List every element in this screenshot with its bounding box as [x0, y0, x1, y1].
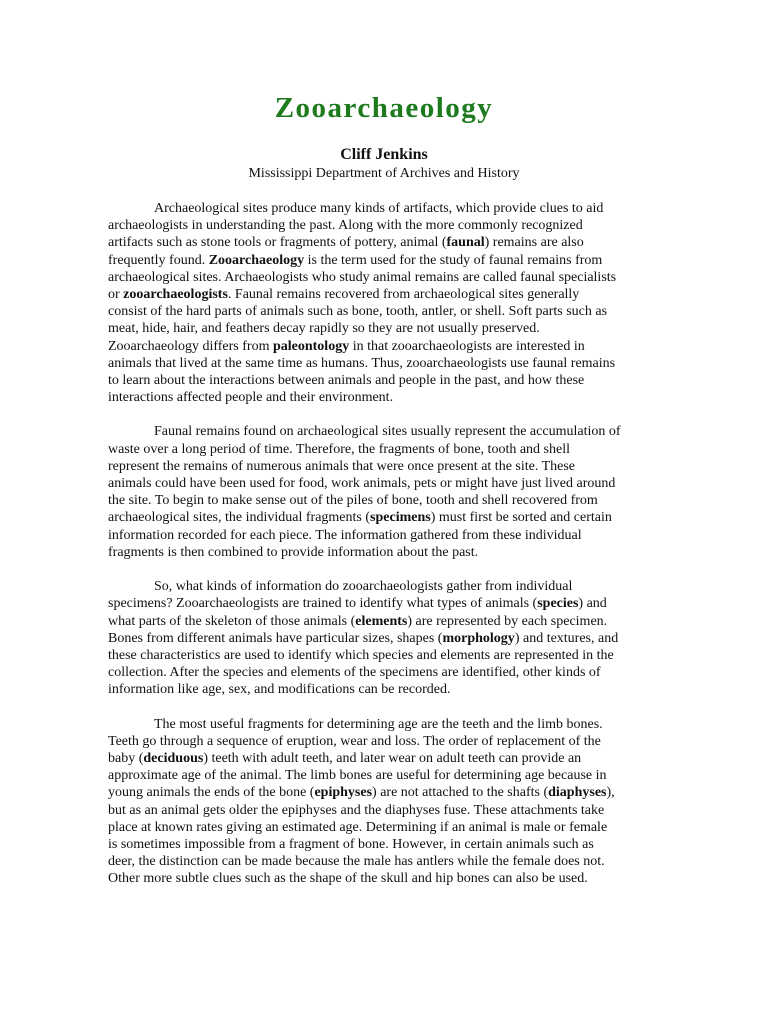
text-run: ), [606, 785, 615, 801]
text-run: ) and [578, 596, 607, 612]
text-run: place at known rates giving an estimated age. Determining if an animal is male or female [108, 819, 608, 835]
text-run: animals could have been used for food, work animals, pets or might have just lived around [108, 476, 616, 491]
text-line [108, 647, 668, 664]
text-line [108, 303, 668, 320]
text-run: is the term used for the study of faunal remains from [304, 252, 603, 268]
text-run: Other more subtle clues such as the shape of the skull and hip bones can also be used. [108, 871, 588, 887]
text-line [108, 217, 668, 234]
key-term: species [537, 596, 579, 612]
article-body [108, 200, 668, 905]
text-line [108, 870, 668, 887]
text-run: young animals the ends of the bone ( [108, 785, 315, 801]
text-run: ) are represented by each specimen. [407, 613, 608, 629]
text-line [108, 784, 668, 801]
text-run: waste over a long period of time. Therefore, the fragments of bone, tooth and shell [108, 441, 570, 457]
text-line [108, 527, 668, 544]
text-line [108, 458, 668, 475]
paragraph [108, 578, 668, 698]
key-term: paleontology [272, 338, 350, 354]
paragraph [108, 200, 668, 406]
text-run: meat, hide, hair, and feathers decay rapidly so they are not usually preserved. [108, 321, 540, 337]
author-name: Cliff Jenkins [340, 146, 428, 163]
key-term: zooarchaeologists [123, 286, 228, 302]
text-line [108, 681, 668, 698]
text-line [108, 544, 668, 561]
text-run: archaeological sites, the individual fragments ( [108, 510, 371, 526]
text-line [108, 836, 668, 853]
text-run: ) teeth with adult teeth, and later wear on adult teeth can provide an [203, 751, 582, 766]
text-line [108, 853, 668, 870]
text-line [108, 252, 668, 269]
text-line [108, 320, 668, 337]
text-line [108, 423, 668, 440]
text-line [108, 509, 668, 526]
text-run: The most useful fragments for determining age are the teeth and the limb bones. [154, 716, 603, 732]
text-run: ) remains are also [484, 235, 584, 251]
text-run: information recorded for each piece. The information gathered from these individual [108, 527, 582, 543]
text-run: baby ( [108, 751, 144, 766]
text-line [108, 733, 668, 750]
text-run: frequently found. [108, 252, 209, 268]
text-run: deer, the distinction can be made because the male has antlers while the female does not. [108, 854, 605, 870]
text-line [108, 767, 668, 784]
text-line [108, 578, 668, 595]
key-term: elements [355, 613, 408, 629]
text-run: Bones from different animals have particular sizes, shapes ( [108, 630, 443, 646]
text-run: information like age, sex, and modifications can be recorded. [108, 682, 451, 698]
text-run: but as an animal gets older the epiphyses and the diaphyses fuse. These attachments take [108, 802, 605, 818]
text-line [108, 355, 668, 372]
text-line [108, 372, 668, 389]
key-term: diaphyses [548, 785, 607, 801]
document-title: Zooarchaeology [274, 92, 494, 124]
text-line [108, 200, 668, 217]
text-run: in that zooarchaeologists are interested in [349, 338, 585, 354]
text-run: or [108, 286, 124, 302]
key-term: specimens [370, 510, 431, 526]
text-run: fragments is then combined to provide information about the past. [108, 544, 479, 560]
text-run: artifacts such as stone tools or fragments of pottery, animal ( [108, 235, 447, 251]
text-run: specimens? Zooarchaeologists are trained to identify what types of animals ( [108, 596, 538, 612]
text-run: animals that lived at the same time as humans. Thus, zooarchaeologists use faunal remains [108, 355, 616, 371]
text-line [108, 613, 668, 630]
text-run: what parts of the skeleton of those animals ( [108, 613, 356, 629]
text-line [108, 630, 668, 647]
text-line [108, 802, 668, 819]
key-term: Zooarchaeology [208, 252, 305, 268]
key-term: morphology [442, 630, 515, 646]
text-line [108, 338, 668, 355]
text-run: Zooarchaeology differs from [108, 338, 273, 354]
text-line [108, 475, 668, 492]
key-term: epiphyses [314, 785, 373, 801]
text-line [108, 716, 668, 733]
text-run: So, what kinds of information do zooarchaeologists gather from individual [154, 579, 573, 595]
text-line [108, 819, 668, 836]
text-line [108, 441, 668, 458]
text-run: Archaeological sites produce many kinds of artifacts, which provide clues to aid [154, 201, 604, 216]
text-run: represent the remains of numerous animals that were once present at the site. These [108, 458, 576, 474]
text-run: archaeologists in understanding the past. Along with the more commonly recognized [108, 218, 583, 234]
text-run: the site. To begin to make sense out of the piles of bone, tooth and shell recovered from [108, 493, 598, 509]
text-line [108, 269, 668, 286]
paragraph [108, 716, 668, 888]
key-term: faunal [446, 235, 485, 251]
key-term: deciduous [143, 751, 204, 766]
text-run: to learn about the interactions between animals and people in the past, and how these [108, 372, 585, 388]
text-line [108, 595, 668, 612]
text-line [108, 389, 668, 406]
text-run: ) and textures, and [514, 630, 619, 646]
text-run: collection. After the species and elements of the specimens are identified, other kinds of [108, 665, 601, 681]
text-run: archaeological sites. Archaeologists who study animal remains are called faunal specialists [108, 269, 617, 285]
text-run: ) must first be sorted and certain [430, 510, 612, 526]
text-run: Teeth go through a sequence of eruption, wear and loss. The order of replacement of the [108, 733, 601, 749]
author-affiliation: Mississippi Department of Archives and History [248, 166, 520, 181]
text-run: ) are not attached to the shafts ( [372, 785, 549, 801]
text-line [108, 234, 668, 251]
paragraph [108, 423, 668, 561]
text-line [108, 664, 668, 681]
text-run: consist of the hard parts of animals such as bone, tooth, antler, or shell. Soft parts such as [108, 304, 608, 320]
text-line [108, 492, 668, 509]
text-line [108, 750, 668, 767]
text-run: is sometimes impossible from a fragment of bone. However, in certain animals such as [108, 836, 594, 852]
text-run: . Faunal remains recovered from archaeological sites generally [227, 286, 580, 302]
text-run: interactions affected people and their environment. [108, 390, 394, 406]
text-run: Faunal remains found on archaeological sites usually represent the accumulation of [154, 424, 621, 440]
text-run: approximate age of the animal. The limb bones are useful for determining age because in [108, 768, 607, 784]
text-line [108, 286, 668, 303]
text-run: these characteristics are used to identify which species and elements are represented in the [108, 647, 614, 663]
